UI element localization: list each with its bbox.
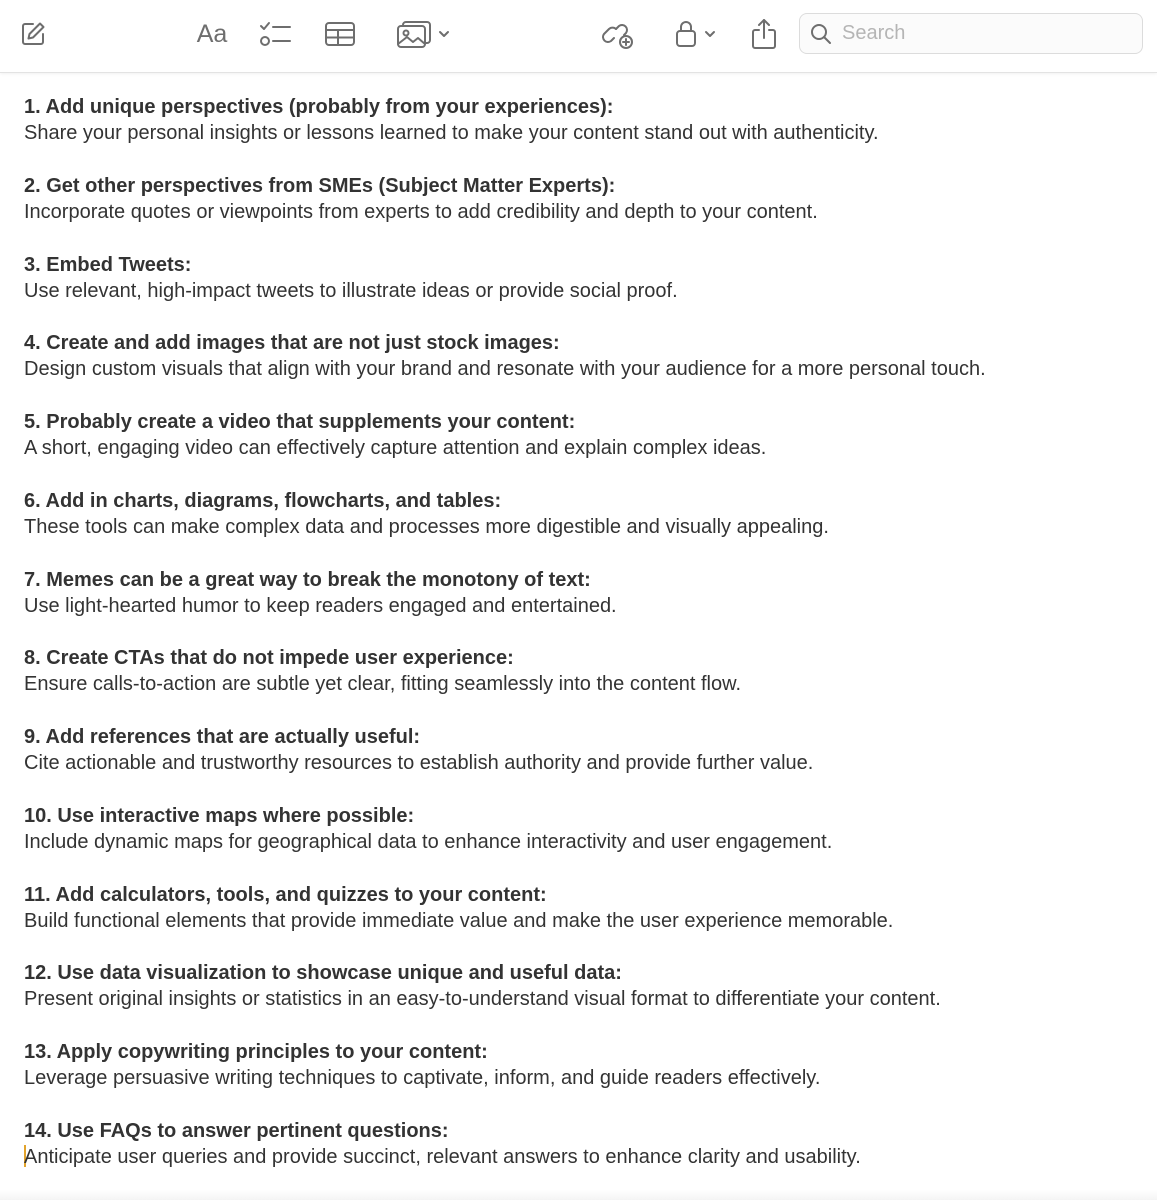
note-item	[24, 724, 1144, 803]
note-item-title: 3. Embed Tweets:	[24, 253, 192, 276]
note-item	[24, 1118, 1144, 1197]
note-item-description	[24, 1144, 1144, 1170]
note-item-description: A short, engaging video can effectively capture attention and explain complex ideas.	[24, 437, 767, 459]
lock-icon	[674, 19, 698, 49]
note-item-title: 7. Memes can be a great way to break the monotony of text:	[24, 568, 591, 591]
note-item-title: 9. Add references that are actually useful:	[24, 726, 421, 748]
note-item	[24, 1039, 1144, 1118]
note-item	[24, 252, 1144, 331]
media-button[interactable]	[392, 14, 454, 54]
note-item	[24, 409, 1144, 488]
note-body[interactable]	[24, 94, 1144, 1197]
note-item	[24, 567, 1144, 646]
note-item-description: Incorporate quotes or viewpoints from experts to add credibility and depth to your content.	[24, 200, 818, 223]
note-item-title: 5. Probably create a video that supplements your content:	[24, 411, 576, 433]
photo-icon	[396, 19, 432, 49]
chevron-down-icon	[704, 29, 716, 39]
note-item-title: 1. Add unique perspectives (probably from your experiences):	[24, 96, 614, 118]
note-item	[24, 882, 1144, 961]
note-item	[24, 488, 1144, 567]
note-item-description: Cite actionable and trustworthy resources to establish authority and provide further value.	[24, 752, 814, 774]
note-item-description: These tools can make complex data and processes more digestible and visually appealing.	[24, 515, 829, 538]
format-label: Aa	[196, 19, 228, 48]
table-icon	[324, 21, 356, 47]
note-item-title: 13. Apply copywriting principles to your content:	[24, 1041, 488, 1063]
note-item-description: Build functional elements that provide immediate value and make the user experience memorable.	[24, 909, 894, 932]
note-item-title: 6. Add in charts, diagrams, flowcharts, and tables:	[24, 489, 502, 512]
toolbar	[0, 0, 1157, 73]
share-icon	[750, 18, 778, 50]
note-item	[24, 94, 1144, 173]
note-item-title: 12. Use data visualization to showcase unique and useful data:	[24, 962, 622, 985]
search-icon	[810, 23, 832, 45]
note-item-title: 11. Add calculators, tools, and quizzes to your content:	[24, 883, 547, 906]
lock-button[interactable]	[669, 14, 721, 54]
collaborate-button[interactable]	[601, 14, 637, 54]
note-item-description-text: Anticipate user queries and provide succinct, relevant answers to enhance clarity and usability.	[24, 1145, 861, 1168]
compose-icon	[19, 20, 47, 48]
new-note-button[interactable]	[16, 14, 50, 54]
note-item-description: Design custom visuals that align with your brand and resonate with your audience for a more personal touch.	[24, 358, 986, 381]
share-button[interactable]	[749, 14, 779, 54]
note-item-description: Use relevant, high-impact tweets to illustrate ideas or provide social proof.	[24, 279, 678, 302]
checklist-icon	[258, 19, 292, 49]
note-item-title: 14. Use FAQs to answer pertinent questions:	[24, 1119, 449, 1142]
note-item-title: 4. Create and add images that are not just stock images:	[24, 332, 560, 355]
note-item	[24, 330, 1144, 409]
chevron-down-icon	[438, 29, 450, 39]
note-item-title: 8. Create CTAs that do not impede user experience:	[24, 647, 514, 670]
note-item	[24, 803, 1144, 882]
note-item	[24, 173, 1144, 252]
note-item	[24, 645, 1144, 724]
note-item-description: Present original insights or statistics in an easy-to-understand visual format to differentiate your content.	[24, 988, 941, 1011]
format-button[interactable]	[192, 14, 232, 54]
note-item-title: 10. Use interactive maps where possible:	[24, 804, 415, 827]
note-item-description: Include dynamic maps for geographical data to enhance interactivity and user engagement.	[24, 830, 833, 853]
table-button[interactable]	[322, 14, 358, 54]
bottom-edge	[0, 1190, 1157, 1200]
note-item-description: Leverage persuasive writing techniques to captivate, inform, and guide readers effectively.	[24, 1067, 821, 1089]
search-input[interactable]	[840, 21, 1124, 46]
search-box[interactable]	[799, 13, 1143, 54]
note-item-description: Ensure calls-to-action are subtle yet clear, fitting seamlessly into the content flow.	[24, 673, 742, 696]
note-item-description: Share your personal insights or lessons learned to make your content stand out with authenticity.	[24, 122, 879, 144]
note-item-description: Use light-hearted humor to keep readers engaged and entertained.	[24, 594, 617, 617]
checklist-button[interactable]	[257, 14, 293, 54]
collaborate-icon	[602, 18, 636, 50]
note-item	[24, 960, 1144, 1039]
note-item-title: 2. Get other perspectives from SMEs (Subject Matter Experts):	[24, 174, 616, 197]
